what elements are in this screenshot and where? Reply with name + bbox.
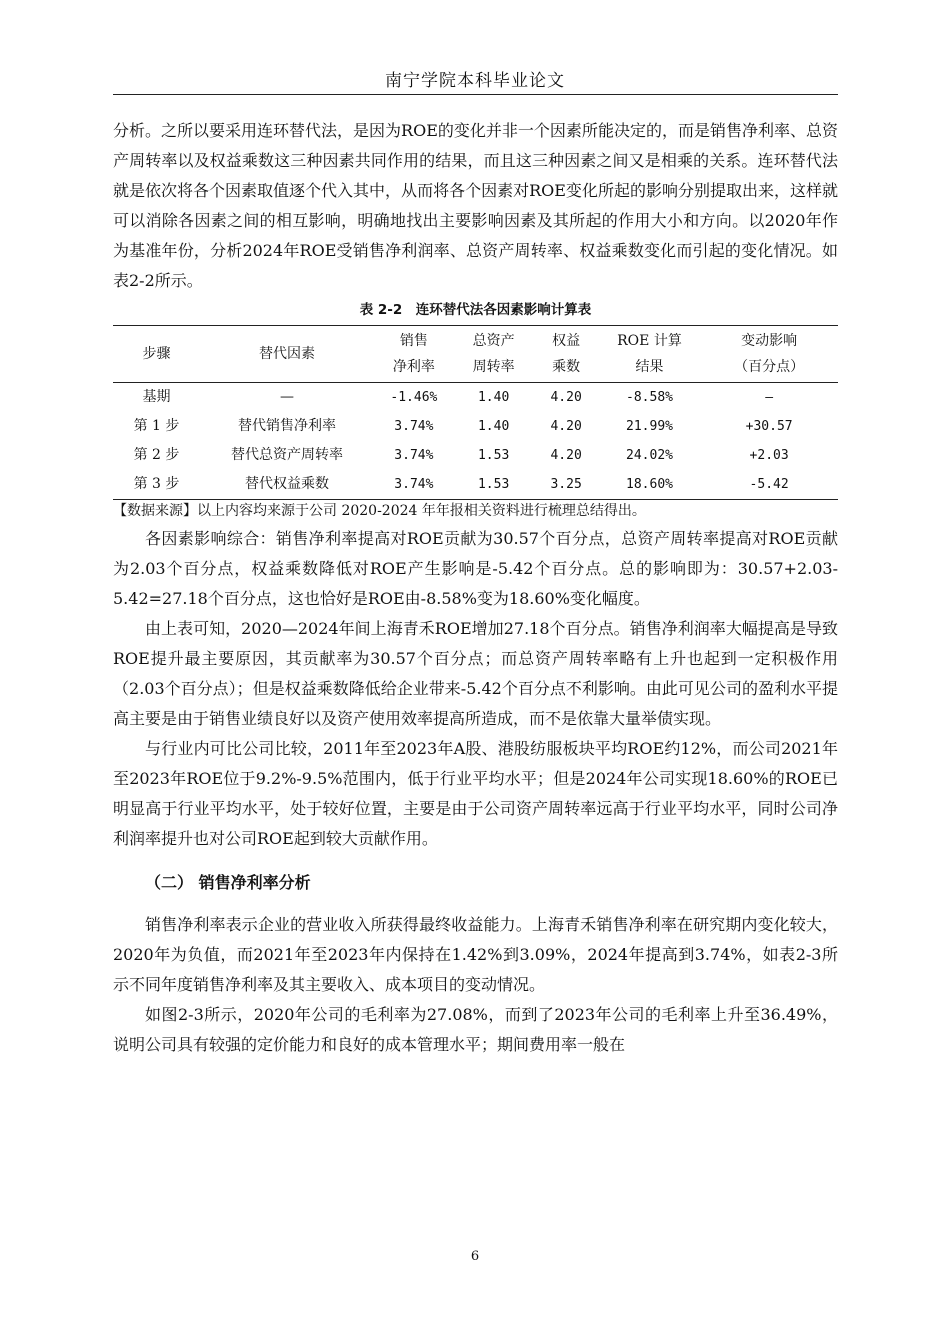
header-asset-turnover <box>454 326 534 383</box>
section-number: （二） <box>145 873 194 892</box>
section-title: 销售净利率分析 <box>198 873 311 892</box>
page-number: 6 <box>470 1249 480 1264</box>
cell-factor: — <box>280 389 294 405</box>
table-row <box>113 383 838 413</box>
header-roe-line1: ROE 计算 <box>617 333 682 349</box>
header-net-profit-margin <box>374 326 454 383</box>
cell-impact: — <box>765 390 774 405</box>
paragraph-industry-comparison: 与行业内可比公司比较，2011年至2023年A股、港股纺服板块平均ROE约12%，而公司2021年至2023年ROE位于9.2%-9.5%范围内，低于行业平均水平；但是2024年公司实现18.60%的ROE已明显高于行业平均水平，处于较好位置，主要是由于公司资产周转率远高于行业平均水平，同时公司净利润率提升也对公司ROE起到较大贡献作用。 <box>113 739 838 848</box>
factor-impact-table <box>113 325 838 500</box>
cell-factor: 替代权益乘数 <box>245 476 329 492</box>
header-roe-line2: 结果 <box>635 359 664 375</box>
cell-roe: -8.58% <box>626 390 673 405</box>
header-impact-line2: （百分点） <box>734 359 805 375</box>
cell-npm: 3.74% <box>394 419 434 434</box>
cell-tat: 1.40 <box>477 419 510 434</box>
header-em-line1: 权益 <box>552 333 581 349</box>
cell-em: 4.20 <box>550 390 582 405</box>
paragraph-analysis: 由上表可知，2020—2024年间上海青禾ROE增加27.18个百分点。销售净利润率大幅提高是导致ROE提升最主要原因，其贡献率为30.57个百分点；而总资产周转率略有上升也起到一定积极作用（2.03个百分点）；但是权益乘数降低给企业带来-5.42个百分点不利影响。由此可见公司的盈利水平提高主要是由于销售业绩良好以及资产使用效率提高所造成，而不是依靠大量举债实现。 <box>113 619 838 728</box>
cell-npm: 3.74% <box>394 477 434 492</box>
cell-roe: 21.99% <box>626 419 673 434</box>
table-row <box>113 412 838 441</box>
section-heading <box>113 868 838 898</box>
paragraph-impact-summary: 各因素影响综合：销售净利率提高对ROE贡献为30.57个百分点，总资产周转率提高对ROE贡献为2.03个百分点，权益乘数降低对ROE产生影响是-5.42个百分点。总的影响即为：30.57+2.03-5.42=27.18个百分点，这也恰好是ROE由-8.58%变为18.60%变化幅度。 <box>113 529 838 608</box>
cell-step: 第 2 步 <box>133 447 180 463</box>
cell-step: 第 1 步 <box>133 418 180 434</box>
header-step: 步骤 <box>113 326 200 383</box>
cell-factor: 替代销售净利率 <box>238 418 336 434</box>
page-body <box>113 116 838 1060</box>
cell-tat: 1.53 <box>477 477 510 492</box>
paragraph-intro: 分析。之所以要采用连环替代法，是因为ROE的变化并非一个因素所能决定的，而是销售净利率、总资产周转率以及权益乘数这三种因素共同作用的结果，而且这三种因素之间又是相乘的关系。连环替代法就是依次将各个因素取值逐个代入其中，从而将各个因素对ROE变化所起的影响分别提取出来，这样就可以消除各因素之间的相互影响，明确地找出主要影响因素及其所起的作用大小和方向。以2020年作为基准年份，分析2024年ROE受销售净利润率、总资产周转率、权益乘数变化而引起的变化情况。如表2-2所示。 <box>113 121 838 290</box>
header-roe-result <box>599 326 701 383</box>
cell-em: 3.25 <box>550 477 582 492</box>
header-npm-line2: 净利率 <box>392 359 435 375</box>
table-header-row <box>113 326 838 383</box>
header-impact <box>700 326 838 383</box>
cell-impact: +2.03 <box>749 448 789 463</box>
cell-tat: 1.40 <box>477 390 510 405</box>
cell-npm: -1.46% <box>390 390 438 405</box>
header-impact-line1: 变动影响 <box>741 333 798 349</box>
cell-em: 4.20 <box>550 448 582 463</box>
cell-factor: 替代总资产周转率 <box>231 447 343 463</box>
cell-step: 第 3 步 <box>133 476 180 492</box>
cell-em: 4.20 <box>550 419 582 434</box>
table-caption: 表 2-2 连环替代法各因素影响计算表 <box>359 302 592 318</box>
paragraph-net-margin: 销售净利率表示企业的营业收入所获得最终收益能力。上海青禾销售净利率在研究期内变化较大，2020年为负值，而2021年至2023年内保持在1.42%到3.09%，2024年提高到3.74%，如表2-3所示不同年度销售净利率及其主要收入、成本项目的变动情况。 <box>113 915 838 994</box>
paragraph-gross-margin: 如图2-3所示，2020年公司的毛利率为27.08%，而到了2023年公司的毛利率上升至36.49%，说明公司具有较强的定价能力和良好的成本管理水平；期间费用率一般在 <box>113 1005 838 1054</box>
header-divider <box>113 94 838 95</box>
cell-tat: 1.53 <box>477 448 510 463</box>
cell-impact: +30.57 <box>745 419 793 434</box>
header-equity-multiplier <box>534 326 599 383</box>
header-em-line2: 乘数 <box>552 359 581 375</box>
cell-impact: -5.42 <box>749 477 789 492</box>
header-factor: 替代因素 <box>200 326 374 383</box>
cell-npm: 3.74% <box>394 448 434 463</box>
cell-roe: 18.60% <box>626 477 673 492</box>
table-source-note: 【数据来源】以上内容均来源于公司 2020-2024 年年报相关资料进行梳理总结得出。 <box>113 503 646 519</box>
cell-roe: 24.02% <box>626 448 673 463</box>
cell-step: 基期 <box>142 389 171 405</box>
header-tat-line2: 周转率 <box>472 359 515 375</box>
table-row <box>113 441 838 470</box>
header-npm-line1: 销售 <box>399 333 428 349</box>
table-row <box>113 470 838 500</box>
page-header-title: 南宁学院本科毕业论文 <box>385 71 565 91</box>
header-tat-line1: 总资产 <box>472 333 515 349</box>
